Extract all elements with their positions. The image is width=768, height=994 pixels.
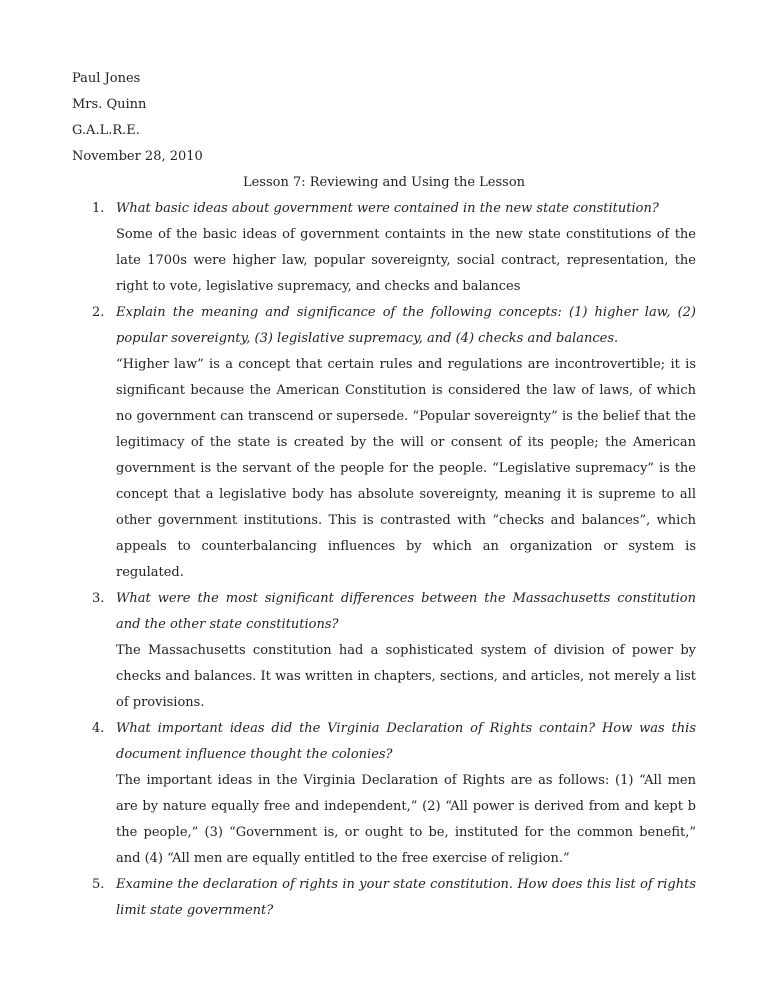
question-text: What basic ideas about government were contained in the new state constitution? — [116, 201, 659, 216]
question-item — [72, 872, 696, 924]
document-date: November 28, 2010 — [72, 149, 203, 164]
question-item — [72, 716, 696, 872]
teacher-name: Mrs. Quinn — [72, 97, 147, 112]
question-text: What important ideas did the Virginia Declaration of Rights contain? How was this document influence thought the colonies? — [116, 721, 696, 762]
question-item — [72, 300, 696, 586]
question-text: What were the most significant differences between the Massachusetts constitution and the other state constitutions? — [116, 591, 696, 632]
question-item — [72, 196, 696, 300]
question-number: 1. — [92, 201, 105, 216]
document-page — [72, 66, 696, 924]
question-text: Examine the declaration of rights in your state constitution. How does this list of rights limit state government? — [116, 877, 696, 918]
answer-text: “Higher law” is a concept that certain rules and regulations are incontrovertible; it is significant because the American Constitution is considered the law of laws, of which no government can transcend or supersede. “Popular sovereignty” is the belief that the legitimacy of the state is created by the will or consent of its people; the American government is the servant of the people for the people. “Legislative supremacy” is the concept that a legislative body has absolute sovereignty, meaning it is supreme to all other government institutions. This is contrasted with “checks and balances”, which appeals to counterbalancing influences by which an organization or system is regulated. — [116, 357, 696, 580]
question-text: Explain the meaning and significance of the following concepts: (1) higher law, (2) popular sovereignty, (3) legislative supremacy, and (4) checks and balances. — [116, 305, 696, 346]
question-number: 5. — [92, 877, 105, 892]
question-number: 2. — [92, 305, 105, 320]
lesson-title: Lesson 7: Reviewing and Using the Lesson — [242, 175, 526, 190]
question-number: 3. — [92, 591, 105, 606]
answer-text: The Massachusetts constitution had a sophisticated system of division of power by checks and balances. It was written in chapters, sections, and articles, not merely a list of provisions. — [116, 643, 696, 710]
student-name: Paul Jones — [72, 71, 141, 86]
question-list — [72, 196, 696, 924]
answer-text: Some of the basic ideas of government containts in the new state constitutions of the late 1700s were higher law, popular sovereignty, social contract, representation, the right to vote, legislative supremacy, and checks and balances — [116, 227, 696, 294]
answer-text: The important ideas in the Virginia Declaration of Rights are as follows: (1) “All men are by nature equally free and independent,” (2) “All power is derived from and kept b the people,” (3) “Government is, or ought to be, instituted for the common benefit,” and (4) “All men are equally entitled to the free exercise of religion.” — [116, 773, 696, 866]
question-number: 4. — [92, 721, 105, 736]
question-item — [72, 586, 696, 716]
course-name: G.A.L.R.E. — [72, 123, 140, 138]
